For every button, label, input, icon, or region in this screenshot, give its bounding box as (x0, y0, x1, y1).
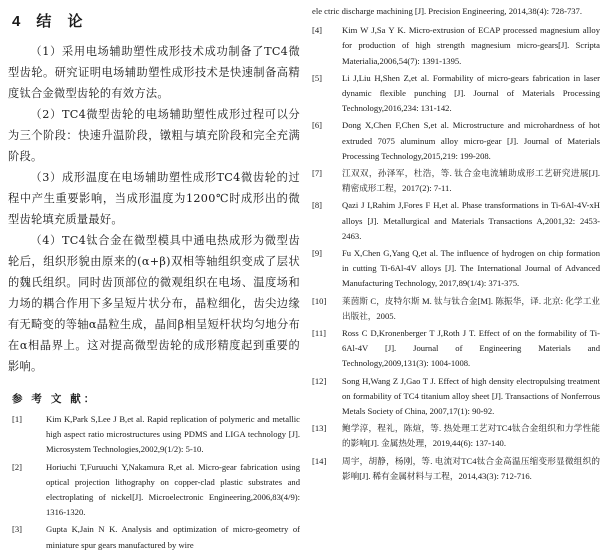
conclusion-paragraph-3: （3）成形温度在电场辅助塑性成形TC4微齿轮的过程中产生重要影响，当成形温度为1200℃时成形出的微型齿轮填充质量最好。 (8, 171, 300, 226)
reference-index: [4] (312, 25, 323, 36)
conclusion-paragraph-4: （4）TC4钛合金在微型模具中通电热成形为微型齿轮后，组织形貌由原来的(α+β)双相等轴组织变成了层状的魏氏组织。同时齿顶部位的微观组织在电场、温度场和力场的耦合作用下多呈短片状分布，晶粒细化，齿尖边缘有无畸变的等轴α晶粒生成，晶间β相呈短杆状均匀地分布在α相晶界上。这对提高微型齿轮的成形精度起到重要的影响。 (8, 234, 300, 373)
reference-item (312, 71, 600, 117)
reference-index: [13] (312, 423, 327, 434)
reference-index: [3] (12, 524, 23, 535)
reference-item (312, 326, 600, 372)
reference-index: [1] (12, 414, 23, 424)
conclusion-paragraph-1: （1）采用电场辅助塑性成形技术成功制备了TC4微型齿轮。研究证明电场辅助塑性成形技术是快速制备高精度钛合金微型齿轮的有效方法。 (8, 45, 300, 100)
reference-text: 江双双，孙泽军，杜浩，等. 钛合金电流辅助成形工艺研究进展[J]. 精密成形工程，2017(2): 7-11. (342, 168, 600, 194)
reference-index: [6] (312, 120, 323, 131)
reference-index: [10] (312, 295, 327, 306)
section-heading (12, 10, 300, 31)
reference-index: [5] (312, 72, 323, 83)
reference-index: [14] (312, 455, 327, 466)
reference-item (312, 421, 600, 451)
reference-item (312, 294, 600, 324)
reference-index: [9] (312, 248, 323, 259)
section-number: 4 (12, 13, 27, 30)
reference-text: Qazi J I,Rahim J,Fores F H,et al. Phase transformations in Ti-6Al-4V-xH alloys [J]. Metallurgical and Materials Transactions A,2001,32: 2453-2463. (342, 200, 600, 241)
reference-list-right (312, 23, 600, 484)
reference-text: Li J,Liu H,Shen Z,et al. Formability of micro-gears fabrication in laser dynamic flexible punching [J]. Journal of Materials Processing Technology,2016,234: 131-142. (342, 72, 600, 114)
reference-index: [2] (12, 461, 23, 472)
reference-text: Gupta K,Jain N K. Analysis and optimization of micro-geometry of miniature spur gears manufactured by wire (46, 524, 300, 550)
reference-text: Kim W J,Sa Y K. Micro-extrusion of ECAP processed magnesium alloy for production of high strength magnesium micro-gears[J]. Scripta Materialia,2006,54(7): 1391-1395. (342, 25, 600, 66)
references-heading: 参 考 文 献： (12, 393, 98, 405)
reference-item (312, 198, 600, 244)
reference-index: [11] (312, 328, 326, 339)
reference-item (8, 460, 300, 521)
reference-list-left (8, 412, 300, 553)
reference-item (312, 166, 600, 196)
reference-text: Horiuchi T,Furuuchi Y,Nakamura R,et al. Micro-gear fabrication using optical projection lithography on copper-clad plastic substrates and electroplating of nickel[J]. Microelectronic Engineering,2006,83(4/9): 1316-1320. (46, 461, 300, 518)
reference-text: Kim K,Park S,Lee J B,et al. Rapid replication of polymeric and metallic high aspect ratio microstructures using PDMS and LIGA technology [J]. Microsystem Technologies,2002,9(1/2): 5-10. (46, 414, 300, 455)
reference-item (8, 412, 300, 458)
reference-text: 鲍学淳，程礼，陈煊，等. 热处理工艺对TC4钛合金组织和力学性能的影响[J]. 金属热处理，2019,44(6): 137-140. (342, 423, 600, 449)
section-title: 结 论 (36, 13, 89, 30)
conclusion-paragraph-2: （2）TC4微型齿轮的电场辅助塑性成形过程可以分为三个阶段：快速升温阶段，镦粗与填充阶段和完全充满阶段。 (8, 108, 300, 163)
reference-item (8, 522, 300, 552)
right-column (312, 0, 600, 486)
reference-index: [7] (312, 168, 323, 179)
reference-item (312, 23, 600, 69)
reference-continuation: ele ctric discharge machining [J]. Precision Engineering, 2014,38(4): 728-737. (312, 6, 582, 16)
reference-index: [8] (312, 200, 323, 211)
reference-item (312, 374, 600, 420)
reference-text: 周宇，胡静，杨刚，等. 电流对TC4钛合金高温压缩变形显微组织的影响[J]. 稀有金属材料与工程，2014,43(3): 712-716. (342, 455, 600, 481)
reference-item (312, 246, 600, 292)
left-column (8, 0, 300, 555)
reference-text: Fu X,Chen G,Yang Q,et al. The influence of hydrogen on chip formation in cutting Ti-6Al-4V alloys [J]. The International Journal of Advanced Manufacturing Technology, 2017,89(1/4): 371-375. (342, 248, 600, 289)
reference-text: Ross C D,Kronenberger T J,Roth J T. Effect of on the formability of Ti-6Al-4V [J]. Journal of Engineering Materials and Technology,2009,131(3): 1004-1008. (342, 328, 600, 369)
reference-index: [12] (312, 375, 327, 386)
reference-text: 莱茵斯 C，皮特尔斯 M. 钛与钛合金[M]. 陈振华，译. 北京: 化学工业出版社，2005. (342, 295, 600, 321)
reference-item (312, 118, 600, 164)
reference-item (312, 454, 600, 484)
reference-text: Song H,Wang Z J,Gao T J. Effect of high density electropulsing treatment on formability of TC4 titanium alloy sheet [J]. Transactions of Nonferrous Metals Society of China, 2007,17(1): 90-92. (342, 375, 600, 417)
reference-text: Dong X,Chen F,Chen S,et al. Microstructure and microhardness of hot extruded 7075 aluminum alloy micro-gear [J]. Journal of Materials Processing Technology,2015,219: 199-208. (342, 120, 600, 161)
